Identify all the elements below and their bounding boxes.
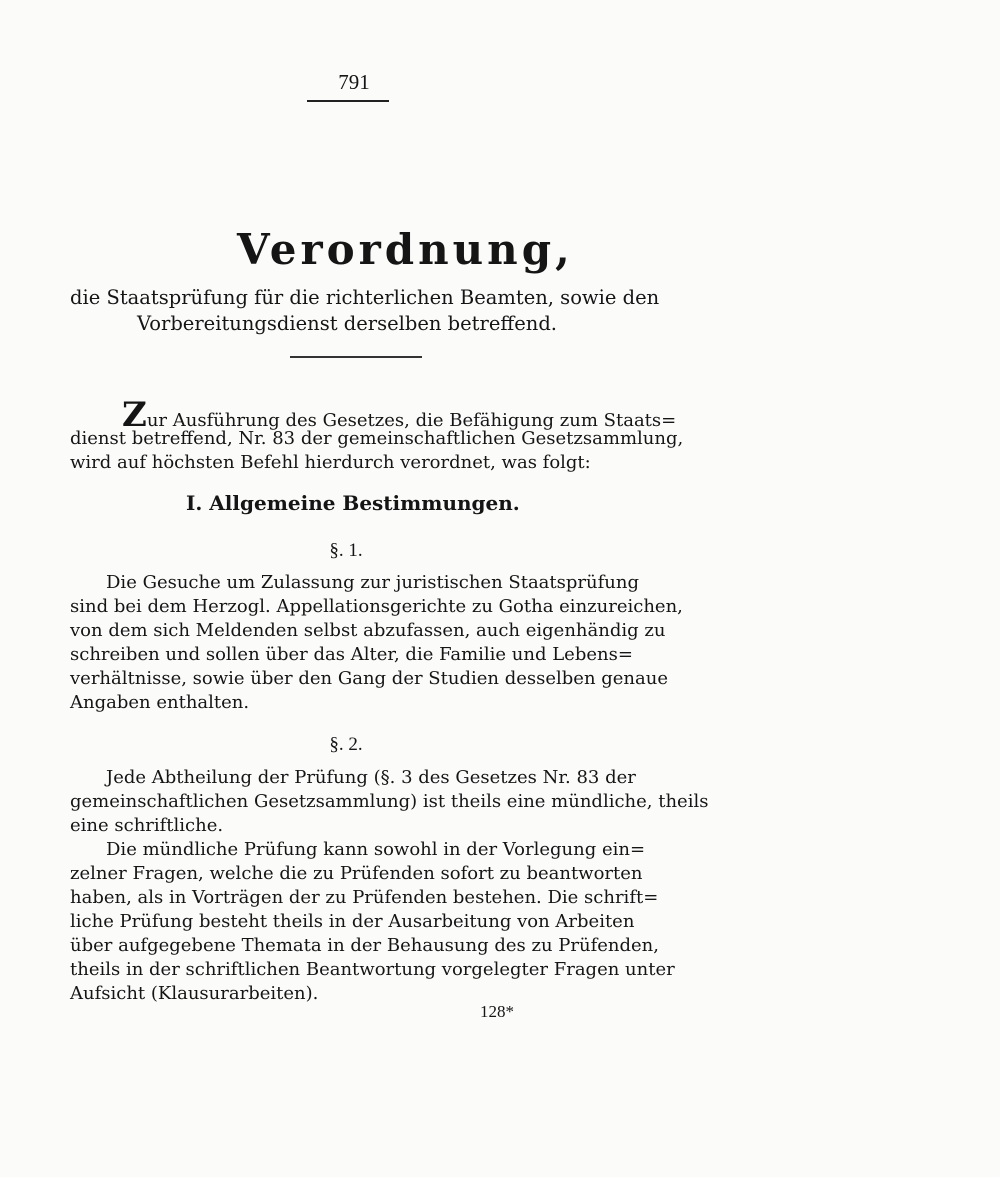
paragraph-1-line-3: von dem sich Meldenden selbst abzufassen, auch eigenhändig zu (70, 620, 666, 641)
paragraph-mark-1: §. 1. (329, 540, 363, 561)
signature-mark: 128* (480, 1002, 514, 1021)
paragraph-2-line-5: zelner Fragen, welche die zu Prüfenden sofort zu beantworten (70, 863, 643, 884)
document-subtitle-line-1: die Staatsprüfung für die richterlichen Beamten, sowie den (70, 286, 660, 309)
paragraph-2-line-3: eine schriftliche. (70, 815, 224, 836)
preamble-line-1-text: ur Ausführung des Gesetzes, die Befähigung zum Staats= (146, 410, 677, 431)
drop-cap-initial: Z (122, 395, 147, 435)
paragraph-1-line-1: Die Gesuche um Zulassung zur juristischen Staatsprüfung (106, 572, 639, 593)
page-number-rule (307, 100, 389, 102)
paragraph-2-line-9: theils in der schriftlichen Beantwortung vorgelegter Fragen unter (70, 959, 675, 980)
paragraph-mark-2: §. 2. (329, 734, 363, 755)
paragraph-2-line-7: liche Prüfung besteht theils in der Ausarbeitung von Arbeiten (70, 911, 635, 932)
paragraph-1-line-2: sind bei dem Herzogl. Appellationsgerichte zu Gotha einzureichen, (70, 596, 683, 617)
document-subtitle-line-2: Vorbereitungsdienst derselben betreffend. (136, 312, 558, 335)
paragraph-2-line-6: haben, als in Vorträgen der zu Prüfenden bestehen. Die schrift= (70, 887, 659, 908)
paragraph-1-line-6: Angaben enthalten. (70, 692, 250, 713)
paragraph-2-line-2: gemeinschaftlichen Gesetzsammlung) ist theils eine mündliche, theils (70, 791, 709, 812)
paragraph-2-line-4: Die mündliche Prüfung kann sowohl in der Vorlegung ein= (106, 839, 646, 860)
paragraph-1-line-4: schreiben und sollen über das Alter, die Familie und Lebens= (70, 644, 633, 665)
page-number: 791 (338, 70, 370, 94)
document-title: Verordnung, (237, 225, 574, 274)
paragraph-2-line-10: Aufsicht (Klausurarbeiten). (70, 983, 319, 1004)
paragraph-2-line-1: Jede Abtheilung der Prüfung (§. 3 des Gesetzes Nr. 83 der (106, 767, 636, 788)
title-divider (290, 356, 422, 358)
section-heading: I. Allgemeine Bestimmungen. (186, 491, 520, 515)
preamble-line-2: dienst betreffend, Nr. 83 der gemeinschaftlichen Gesetzsammlung, (70, 428, 684, 449)
paragraph-2-line-8: über aufgegebene Themata in der Behausung des zu Prüfenden, (70, 935, 659, 956)
paragraph-1-line-5: verhältnisse, sowie über den Gang der Studien desselben genaue (70, 668, 668, 689)
preamble-line-3: wird auf höchsten Befehl hierdurch verordnet, was folgt: (70, 452, 591, 473)
